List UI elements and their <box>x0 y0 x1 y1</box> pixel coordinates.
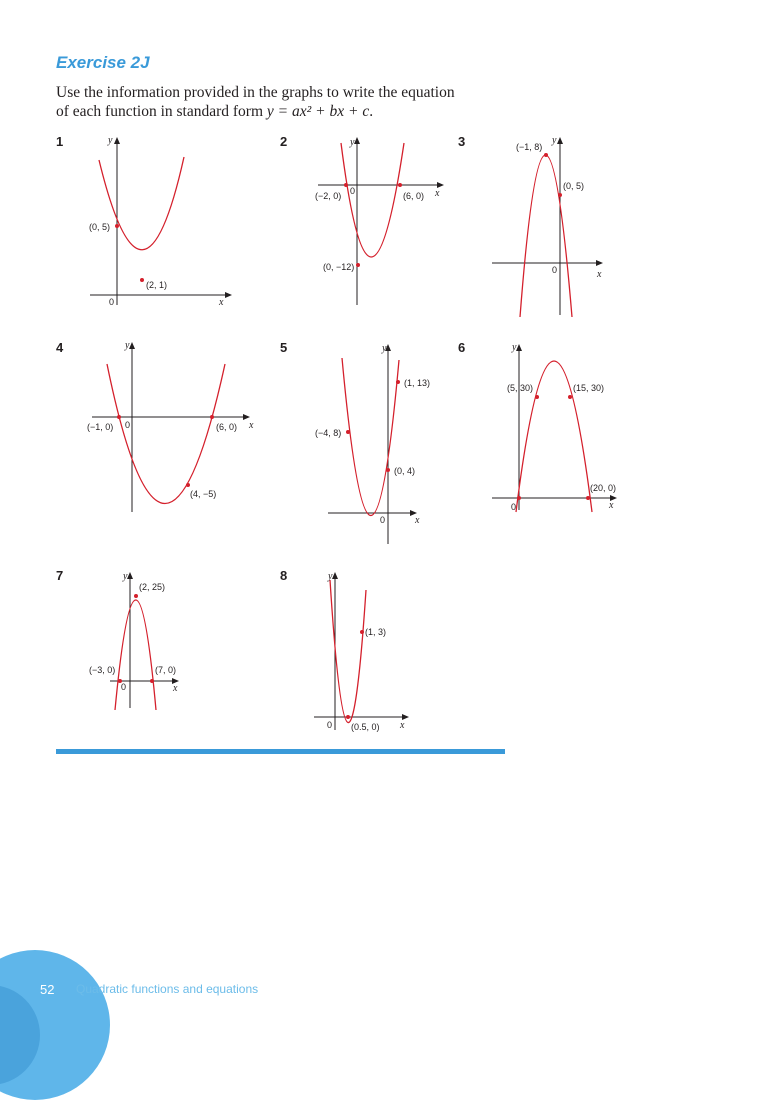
point-0-4 <box>386 468 390 472</box>
point-label-5-30: (5, 30) <box>507 383 534 393</box>
x-axis-label: x <box>173 683 178 694</box>
parabola-curve <box>115 600 156 710</box>
point-20-0 <box>586 496 590 500</box>
question-number-3: 3 <box>458 134 466 149</box>
parabola-curve <box>520 155 572 317</box>
point-label-0-neg12: (0, −12) <box>323 262 355 272</box>
point-0-5 <box>115 224 119 228</box>
instruction-prefix: of each function in standard form <box>56 103 267 120</box>
point-neg2-0 <box>344 183 348 187</box>
page-number: 52 <box>40 982 55 997</box>
parabola-curve <box>99 157 184 250</box>
graph-6 <box>490 340 630 520</box>
y-axis-label: y <box>512 342 517 353</box>
graph-8 <box>310 570 420 740</box>
y-axis-label: y <box>123 571 128 582</box>
parabola-curve <box>342 358 399 516</box>
point-15-30 <box>568 395 572 399</box>
graph-1 <box>80 135 240 315</box>
x-arrow-icon <box>225 292 232 298</box>
y-arrow-icon <box>129 342 135 349</box>
origin-label: 0 <box>552 265 558 275</box>
chapter-title: Quadratic functions and equations <box>76 982 259 996</box>
origin-label: 0 <box>327 720 333 730</box>
x-axis-label: x <box>400 720 405 731</box>
y-axis-label: y <box>350 137 355 148</box>
origin-label: 0 <box>511 502 517 512</box>
instruction-suffix: . <box>369 103 374 120</box>
point-label-0-5: (0, 5) <box>89 222 111 232</box>
y-axis-label: y <box>552 135 557 146</box>
x-axis-label: x <box>219 297 224 308</box>
point-0-5 <box>558 193 562 197</box>
parabola-curve <box>107 364 225 504</box>
point-5-30 <box>535 395 539 399</box>
origin-label: 0 <box>380 515 386 525</box>
point-label-7-0: (7, 0) <box>155 665 177 675</box>
point-neg4-8 <box>346 430 350 434</box>
y-arrow-icon <box>332 572 338 579</box>
point-1-3 <box>360 630 364 634</box>
x-axis-label: x <box>609 500 614 511</box>
origin-label: 0 <box>350 186 356 196</box>
x-arrow-icon <box>596 260 603 266</box>
y-arrow-icon <box>354 137 360 144</box>
point-label-15-30: (15, 30) <box>573 383 605 393</box>
instruction-line-1: Use the information provided in the graphs to write the equation <box>56 84 455 101</box>
point-1-13 <box>396 380 400 384</box>
graph-3 <box>490 135 620 320</box>
y-arrow-icon <box>114 137 120 144</box>
standard-form-equation: y = ax² + bx + c <box>266 103 370 120</box>
question-number-1: 1 <box>56 134 64 149</box>
point-neg1-8 <box>544 153 548 157</box>
y-arrow-icon <box>516 344 522 351</box>
point-label-neg1-0: (−1, 0) <box>87 422 114 432</box>
point-label-6-0: (6, 0) <box>403 191 425 201</box>
graph-7 <box>85 570 195 715</box>
point-label-neg2-0: (−2, 0) <box>315 191 342 201</box>
x-axis-label: x <box>415 515 420 526</box>
point-label-2-1: (2, 1) <box>146 280 168 290</box>
point-label-neg1-8: (−1, 8) <box>516 142 543 152</box>
origin-label: 0 <box>109 297 115 307</box>
graph-5 <box>310 342 450 547</box>
parabola-curve <box>341 143 404 257</box>
point-0.5-0 <box>346 715 350 719</box>
point-neg1-0 <box>117 415 121 419</box>
point-label-2-25: (2, 25) <box>139 582 166 592</box>
question-number-7: 7 <box>56 568 64 583</box>
section-divider <box>56 749 505 754</box>
y-axis-label: y <box>108 135 113 146</box>
x-axis-label: x <box>597 269 602 280</box>
y-axis-label: y <box>382 343 387 354</box>
x-axis-label: x <box>435 188 440 199</box>
point-label-neg4-8: (−4, 8) <box>315 428 342 438</box>
exercise-title: Exercise 2J <box>56 53 150 72</box>
point-6-0 <box>398 183 402 187</box>
y-axis-label: y <box>328 571 333 582</box>
point-label-1-13: (1, 13) <box>404 378 431 388</box>
question-number-5: 5 <box>280 340 288 355</box>
graph-2 <box>310 135 470 315</box>
point-label-0-4: (0, 4) <box>394 466 416 476</box>
point-label-0-5: (0, 5) <box>563 181 585 191</box>
point-label-6-0: (6, 0) <box>216 422 238 432</box>
point-2-25 <box>134 594 138 598</box>
point-label-neg3-0: (−3, 0) <box>89 665 116 675</box>
point-origin <box>517 496 521 500</box>
question-number-6: 6 <box>458 340 466 355</box>
point-label-0.5-0: (0.5, 0) <box>351 722 380 732</box>
question-number-4: 4 <box>56 340 64 355</box>
instruction-line-2 <box>56 103 373 121</box>
point-label-4-neg5: (4, −5) <box>190 489 217 499</box>
y-arrow-icon <box>557 137 563 144</box>
point-0-neg12 <box>356 263 360 267</box>
point-label-1-3: (1, 3) <box>365 627 387 637</box>
point-7-0 <box>150 679 154 683</box>
x-axis-label: x <box>249 420 254 431</box>
point-label-20-0: (20, 0) <box>590 483 617 493</box>
question-number-2: 2 <box>280 134 288 149</box>
y-arrow-icon <box>127 572 133 579</box>
y-axis-label: y <box>125 340 130 351</box>
point-6-0 <box>210 415 214 419</box>
point-4-neg5 <box>186 483 190 487</box>
graph-4 <box>80 340 260 520</box>
origin-label: 0 <box>121 682 127 692</box>
point-2-1 <box>140 278 144 282</box>
origin-label: 0 <box>125 420 131 430</box>
question-number-8: 8 <box>280 568 288 583</box>
